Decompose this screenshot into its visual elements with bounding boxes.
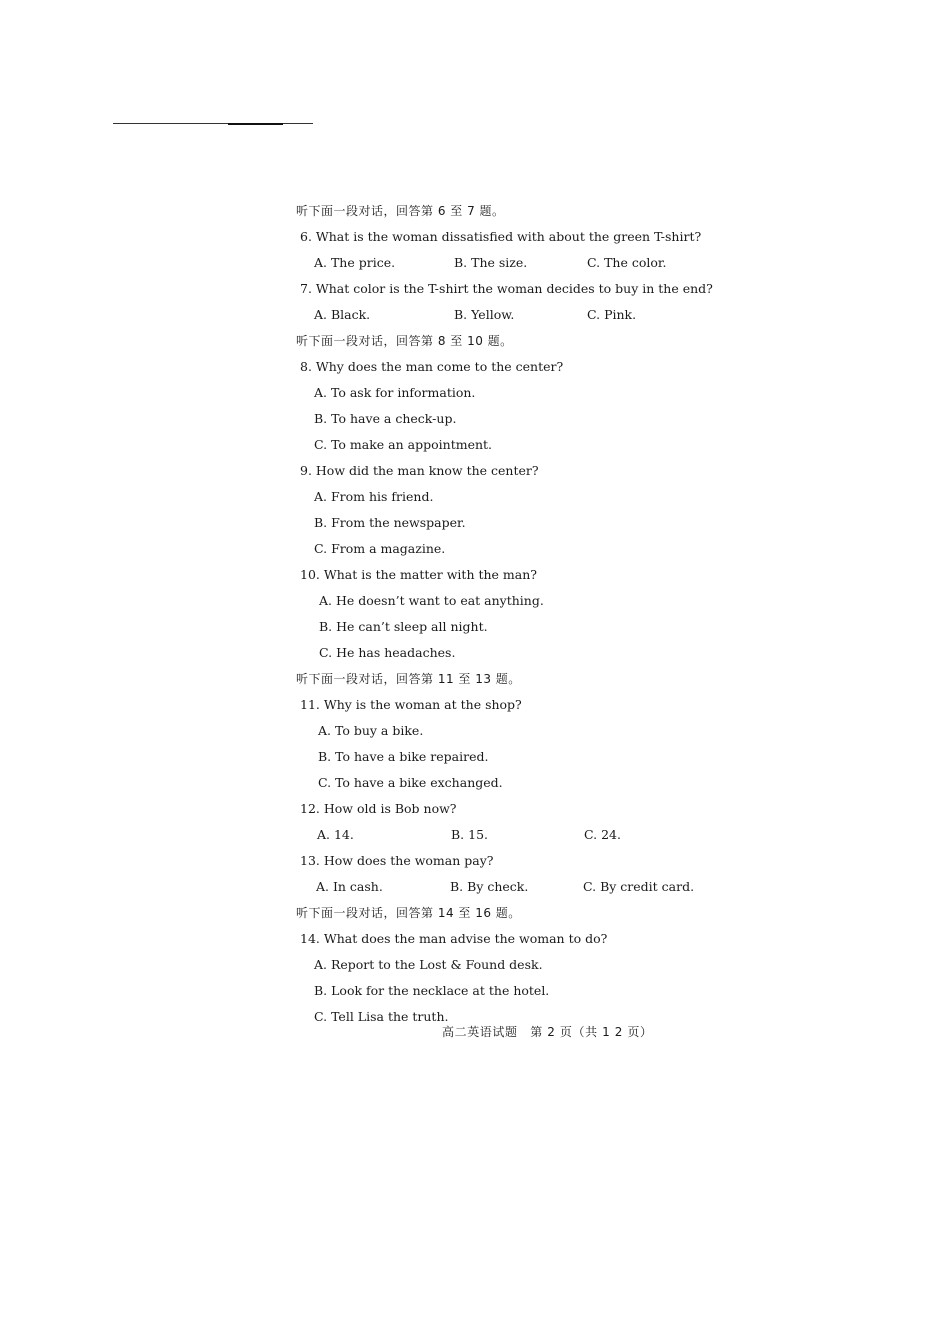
option-a: A. To ask for information.: [314, 385, 476, 400]
question-14: 14. What does the man advise the woman to do?: [300, 931, 608, 946]
option-a: A. The price.: [314, 255, 396, 270]
option-c: C. To make an appointment.: [314, 437, 493, 452]
option-a: A. To buy a bike.: [318, 723, 424, 738]
section-heading: 听下面一段对话，回答第 14 至 16 题。: [296, 906, 521, 920]
option-a: A. He doesn’t want to eat anything.: [319, 593, 544, 608]
options-12: [296, 822, 696, 848]
option-a: A. Black.: [314, 307, 371, 322]
option-b: B. Look for the necklace at the hotel.: [314, 983, 550, 998]
option-c: C. Pink.: [587, 307, 637, 322]
option-b: B. Yellow.: [454, 307, 515, 322]
question-8: 8. Why does the man come to the center?: [300, 359, 564, 374]
question-12: 12. How old is Bob now?: [300, 801, 457, 816]
exam-page: [296, 198, 713, 1030]
options-7: [296, 302, 696, 328]
option-c: C. Tell Lisa the truth.: [314, 1009, 449, 1024]
page-footer: 高二英语试题 第 2 页（共 1 2 页）: [442, 1025, 653, 1039]
option-b: B. To have a check-up.: [314, 411, 457, 426]
option-b: B. From the newspaper.: [314, 515, 466, 530]
option-b: B. By check.: [450, 879, 529, 894]
options-6: [296, 250, 696, 276]
section-heading: 听下面一段对话，回答第 6 至 7 题。: [296, 204, 505, 218]
header-rule: [113, 123, 313, 124]
option-c: C. By credit card.: [583, 879, 695, 894]
question-10: 10. What is the matter with the man?: [300, 567, 537, 582]
question-7: 7. What color is the T-shirt the woman decides to buy in the end?: [300, 281, 713, 296]
section-heading: 听下面一段对话，回答第 8 至 10 题。: [296, 334, 513, 348]
option-c: C. From a magazine.: [314, 541, 446, 556]
option-c: C. He has headaches.: [319, 645, 456, 660]
question-11: 11. Why is the woman at the shop?: [300, 697, 522, 712]
option-a: A. Report to the Lost & Found desk.: [314, 957, 543, 972]
question-13: 13. How does the woman pay?: [300, 853, 494, 868]
option-a: A. 14.: [317, 827, 354, 842]
section-heading: 听下面一段对话，回答第 11 至 13 题。: [296, 672, 521, 686]
options-13: [296, 874, 696, 900]
option-b: B. He can’t sleep all night.: [319, 619, 488, 634]
option-c: C. To have a bike exchanged.: [318, 775, 503, 790]
option-c: C. 24.: [584, 827, 621, 842]
option-c: C. The color.: [587, 255, 667, 270]
question-9: 9. How did the man know the center?: [300, 463, 539, 478]
question-6: 6. What is the woman dissatisfied with about the green T-shirt?: [300, 229, 702, 244]
option-b: B. 15.: [451, 827, 489, 842]
option-a: A. In cash.: [316, 879, 383, 894]
option-b: B. To have a bike repaired.: [318, 749, 489, 764]
option-b: B. The size.: [454, 255, 528, 270]
option-a: A. From his friend.: [314, 489, 434, 504]
